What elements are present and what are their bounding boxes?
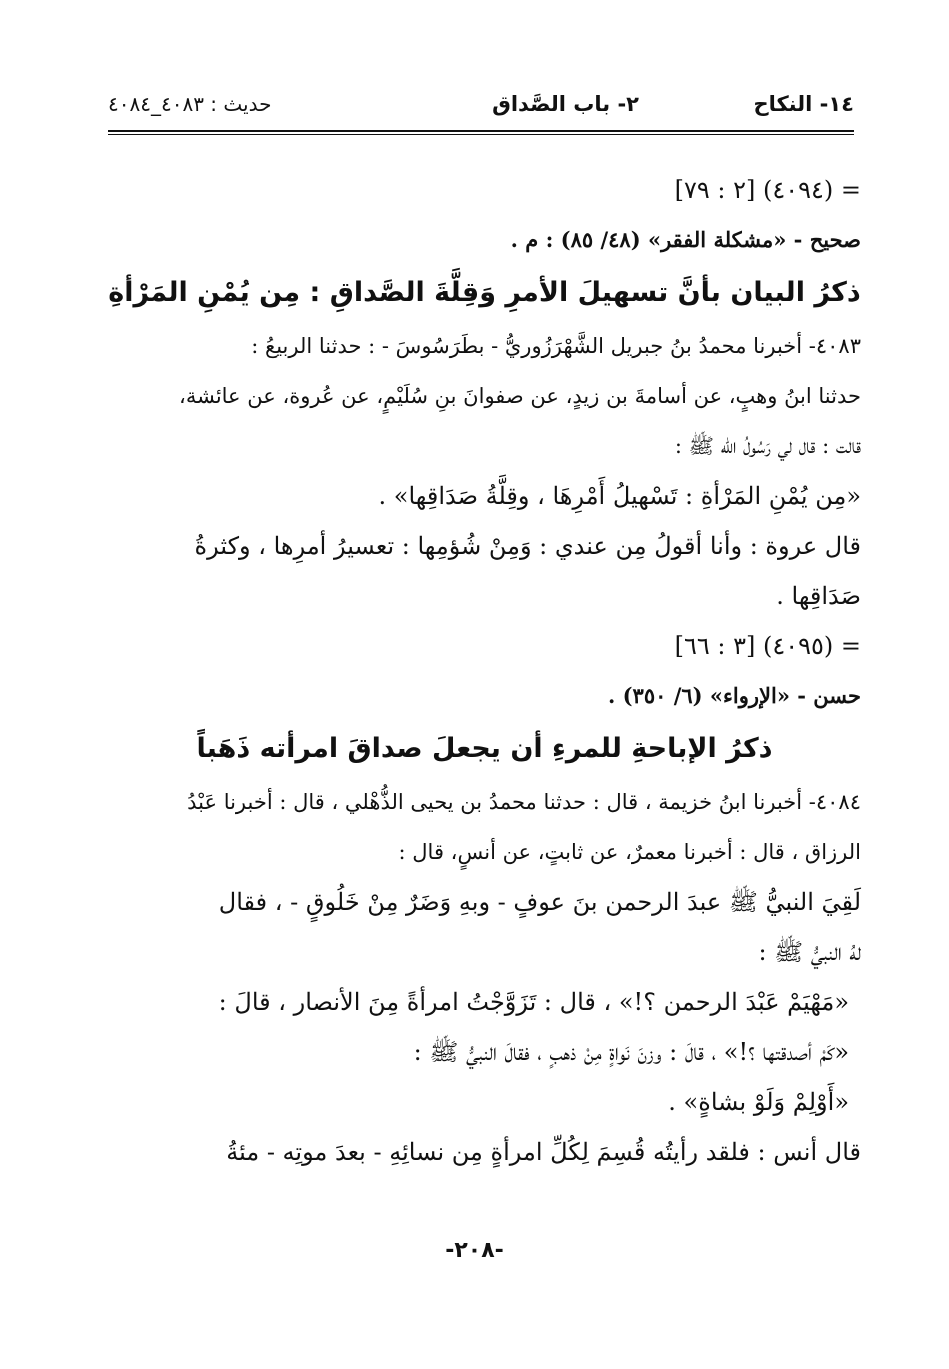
header-chapter-title: ٢- باب الصَّداق xyxy=(492,92,639,116)
header-rule xyxy=(108,130,854,132)
header-hadith-range: حديث : ٤٠٨٣_٤٠٨٤ xyxy=(108,92,272,116)
cross-reference: = (٤٠٩٤) [٢ : ٧٩] xyxy=(674,176,861,204)
page-number: -٢٠٨- xyxy=(445,1238,504,1263)
text-line: لهُ النبيُّ ﷺ : xyxy=(758,938,861,966)
text-line: «أَوْلِمْ وَلَوْ بشاةٍ» . xyxy=(668,1088,849,1116)
hadith-grading: حسن - «الإرواء» (٦/ ٣٥٠) . xyxy=(607,683,861,708)
page-body xyxy=(108,165,861,1177)
hadith-grading: صحيح - «مشكلة الفقر» (٤٨/ ٨٥) : م . xyxy=(510,227,861,252)
header-rule-thin xyxy=(108,134,854,135)
text-line: ٤٠٨٤- أخبرنا ابنُ خزيمة ، قال : حدثنا محمدُ بن يحيى الذُّهْلي ، قال : أخبرنا عَبْدُ xyxy=(187,790,861,814)
text-line: حدثنا ابنُ وهبٍ، عن أسامةَ بن زيدٍ، عن صفوانَ بنِ سُلَيْمٍ، عن عُروة، عن عائشة، xyxy=(179,384,861,408)
running-header xyxy=(108,92,854,128)
text-line: قال عروة : وأنا أقولُ مِن عندي : وَمِنْ شُؤمِها : تعسيرُ أمرِها ، وكثرةُ xyxy=(194,532,861,560)
text-line: «مِن يُمْنِ المَرْأةِ : تَسْهيلُ أَمْرِهَا ، وقِلَّةُ صَدَاقِها» . xyxy=(378,482,861,510)
text-line: الرزاق ، قال : أخبرنا معمرٌ، عن ثابتٍ، عن أنسٍ، قال : xyxy=(398,840,861,864)
text-line: «كَمْ أصدقتها ؟!» ، قالَ : وزنَ نَواةٍ مِنْ ذهبٍ ، فقالَ النبيُّ ﷺ : xyxy=(413,1038,849,1066)
section-heading: ذكرُ البيان بأنَّ تسهيلَ الأمرِ وَقِلَّةَ الصَّداقِ : مِن يُمْنِ المَرْأةِ xyxy=(108,277,861,308)
text-line: صَدَاقِها . xyxy=(776,582,861,610)
text-line: «مَهْيَمْ عَبْدَ الرحمن ؟!» ، قال : تَزَوَّجْتُ امرأةً مِنَ الأنصار ، قالَ : xyxy=(218,988,849,1016)
header-book-title: ١٤- النكاح xyxy=(753,92,854,116)
cross-reference: = (٤٠٩٥) [٣ : ٦٦] xyxy=(674,632,861,660)
text-line: قال أنس : فلقد رأيتُه قُسِمَ لِكُلِّ امرأةٍ مِن نسائِهِ - بعدَ موتِه - مئةُ xyxy=(226,1138,861,1166)
text-line: لَقِيَ النبيُّ ﷺ عبدَ الرحمن بنَ عوفٍ - وبهِ وَضَرٌ مِنْ خَلُوقٍ - ، فقال xyxy=(218,888,861,916)
section-heading: ذكرُ الإباحةِ للمرءِ أن يجعلَ صداقَ امرأته ذَهَباً xyxy=(196,733,773,764)
text-line: ٤٠٨٣- أخبرنا محمدُ بنُ جبريل الشَّهْرَزُوريُّ - بطَرَسُوسَ - : حدثنا الربيعُ : xyxy=(251,334,861,358)
text-line: قالت : قال لي رَسُولُ اللّه ﷺ : xyxy=(674,434,861,458)
